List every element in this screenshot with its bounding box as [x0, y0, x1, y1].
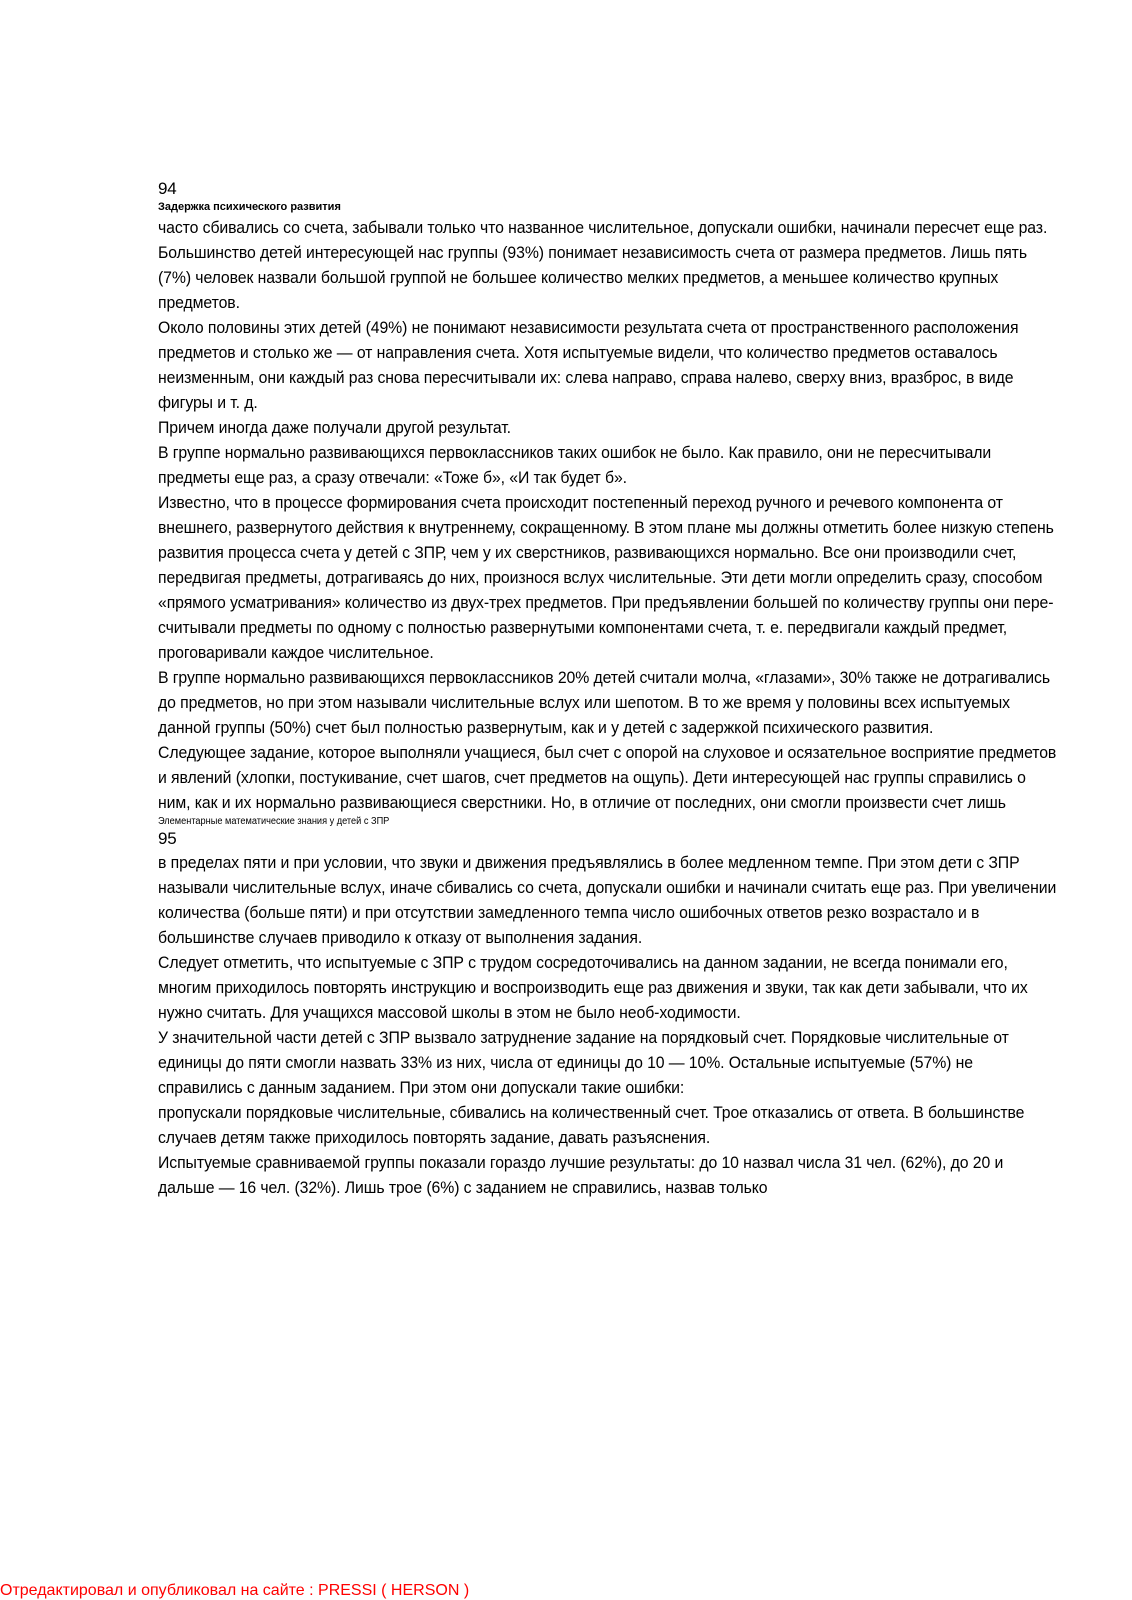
paragraph: Причем иногда даже получали другой результат.	[158, 418, 511, 437]
running-head: Задержка психического развития	[158, 201, 341, 213]
paragraph: У значительной части детей с ЗПР вызвало затруднение задание на порядковый счет. Порядковые числительные от единицы до пяти смогли назвать 33% из них, числа от единицы до 10 — 10%. Остальные испытуемые (57%) не справились с данным заданием. При этом они допускали такие ошибки:	[158, 1028, 1009, 1097]
paragraph: В группе нормально развивающихся первоклассников таких ошибок не было. Как правило, они не пересчитывали предметы еще раз, а сразу отвечали: «Тоже б», «И так будет б».	[158, 443, 992, 487]
paragraph: Около половины этих детей (49%) не понимают независимости результата счета от пространственного расположения предметов и столько же — от направления счета. Хотя испытуемые видели, что количество предметов оставалось неизменным, они каждый раз снова пересчитывали их: слева направо, справа налево, сверху вниз, вразброс, в виде фигуры и т. д.	[158, 318, 1019, 412]
running-head: Элементарные математические знания у детей с ЗПР	[158, 816, 390, 827]
paragraph: В группе нормально развивающихся первоклассников 20% детей считали молча, «глазами», 30% также не дотрагивались до предметов, но при этом называли числительные вслух или шепотом. В то же время у половины всех испытуемых данной группы (50%) счет был полностью развернутым, как и у детей с задержкой психического развития.	[158, 668, 1050, 737]
paragraph: Испытуемые сравниваемой группы показали гораздо лучшие результаты: до 10 назвал числа 31 чел. (62%), до 20 и дальше — 16 чел. (32%). Лишь трое (6%) с заданием не справились, назвав только	[158, 1153, 1004, 1197]
publisher-banner: Отредактировал и опубликовал на сайте : PRESSI ( HERSON )	[0, 1582, 470, 1599]
paragraph: пропускали порядковые числительные, сбивались на количественный счет. Трое отказались от ответа. В большинстве случаев детям также приходилось повторять задание, давать разъяснения.	[158, 1103, 1025, 1147]
paragraph: Большинство детей интересующей нас группы (93%) понимает независимость счета от размера предметов. Лишь пять (7%) человек назвали большой группой не большее количество мелких предметов, а меньшее количество крупных предметов.	[158, 243, 1027, 312]
page-number: 94	[158, 179, 177, 198]
paragraph: в пределах пяти и при условии, что звуки и движения предъявлялись в более медленном темпе. При этом дети с ЗПР называли числительные вслух, иначе сбивались со счета, допускали ошибки и начинали считать еще раз. При увеличении количества (больше пяти) и при отсутствии замедленного темпа число ошибочных ответов резко возрастало и в большинстве случаев приводило к отказу от выполнения задания.	[158, 853, 1057, 947]
paragraph: часто сбивались со счета, забывали только что названное числительное, допускали ошибки, начинали пересчет еще раз.	[158, 218, 1048, 237]
document-body	[158, 178, 1058, 1200]
paragraph: Следует отметить, что испытуемые с ЗПР с трудом сосредоточивались на данном задании, не всегда понимали его, многим приходилось повторять инструкцию и воспроизводить еще раз движения и звуки, так как дети забывали, что их нужно считать. Для учащихся массовой школы в этом не было необ-ходимости.	[158, 953, 1028, 1022]
paragraph: Известно, что в процессе формирования счета происходит постепенный переход ручного и речевого компонента от внешнего, развернутого действия к внутреннему, сокращенному. В этом плане мы должны отметить более низкую степень развития процесса счета у детей с ЗПР, чем у их сверстников, развивающихся нормально. Все они производили счет, передвигая предметы, дотрагиваясь до них, произнося вслух числительные. Эти дети могли определить сразу, способом «прямого усматривания» количество из двух-трех предметов. При предъявлении большей по количеству группы они пере-считывали предметы по одному с полностью развернутыми компонентами счета, т. е. передвигали каждый предмет, проговаривали каждое числительное.	[158, 493, 1054, 662]
paragraph: Следующее задание, которое выполняли учащиеся, был счет с опорой на слуховое и осязательное восприятие предметов и явлений (хлопки, постукивание, счет шагов, счет предметов на ощупь). Дети интересующей нас группы справились о ним, как и их нормально развивающиеся сверстники. Но, в отличие от последних, они смогли произвести счет лишь	[158, 743, 1057, 812]
page-number: 95	[158, 829, 177, 848]
